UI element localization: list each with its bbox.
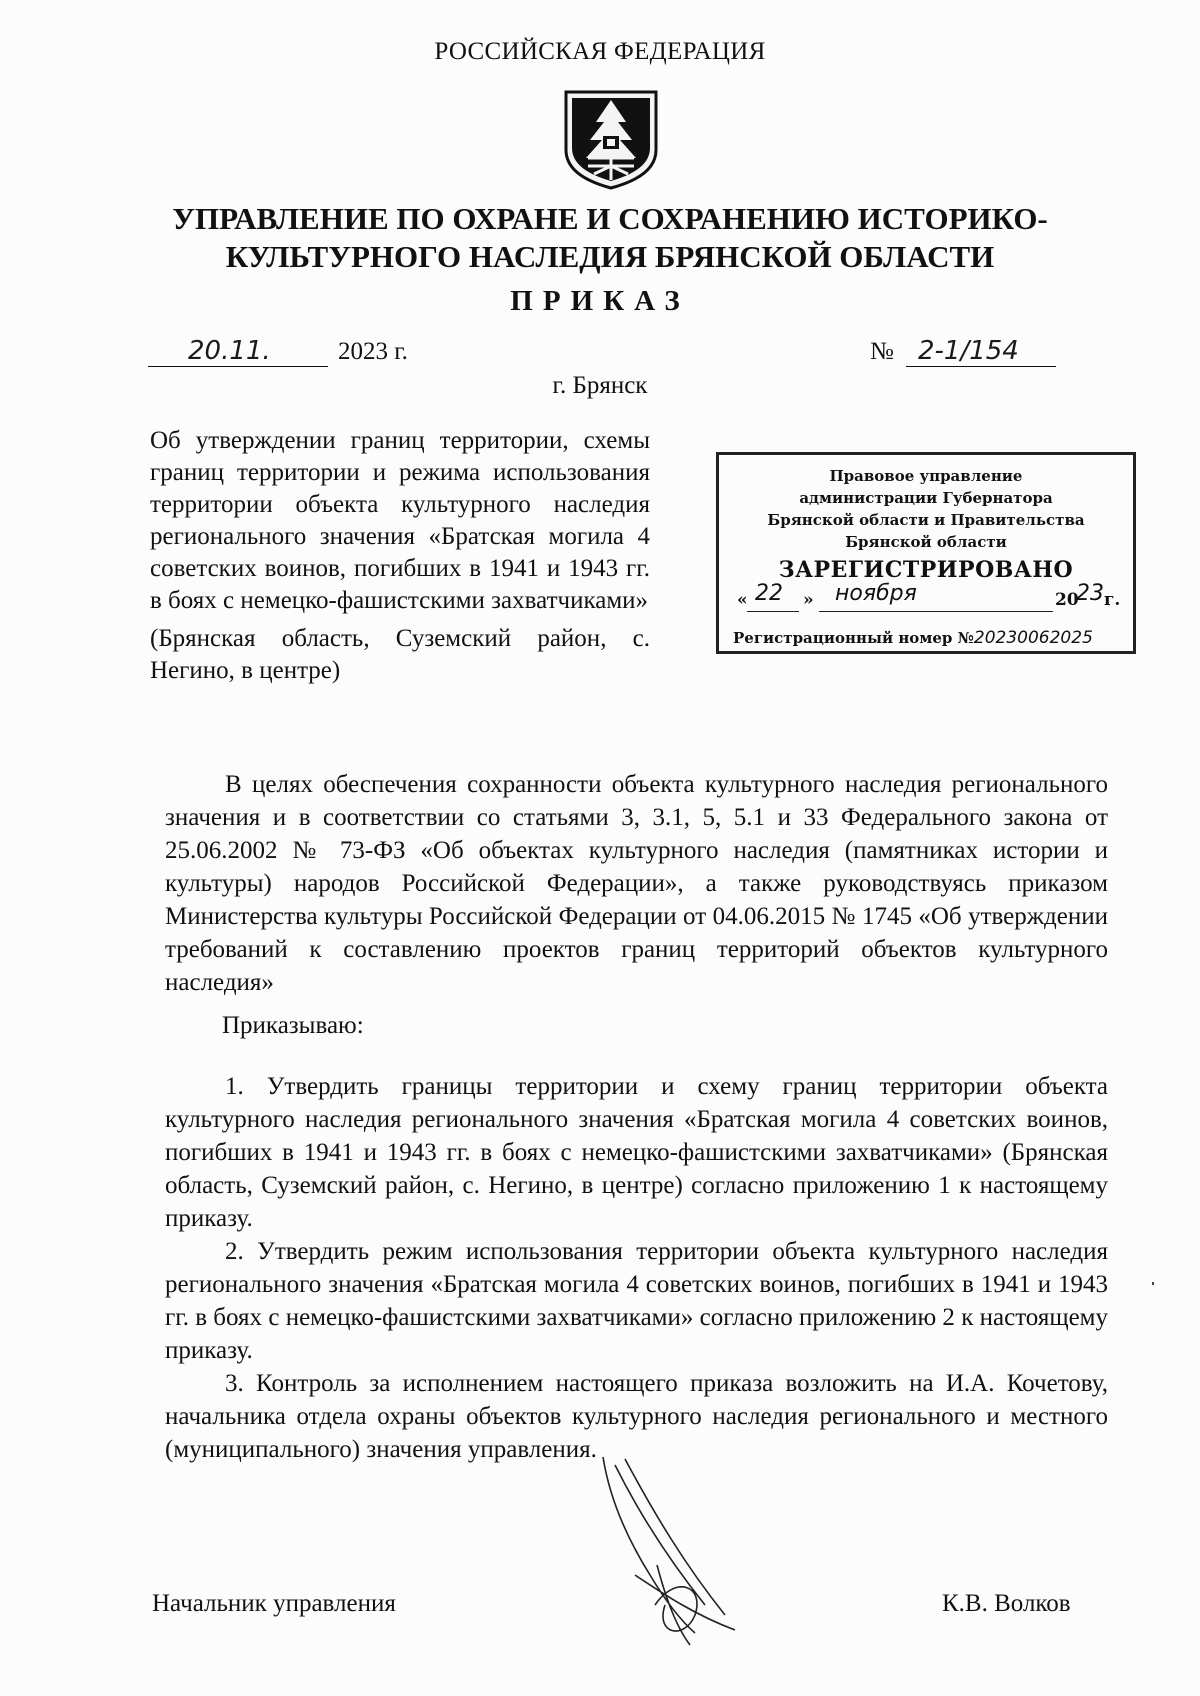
stamp-day-handwritten: 22 (755, 581, 783, 606)
stamp-registration-number (733, 627, 1133, 649)
order-items (165, 1070, 1108, 1466)
order-year: 2023 г. (338, 338, 408, 365)
stamp-month-handwritten: ноября (835, 581, 917, 606)
subject-text: Об утверждении границ территории, схемы границ территории и режима использования территории объекта культурного наследия регионального значения «Братская могила 4 советских воинов, погибших в 1941 и 1943 гг. в боях с немецко-фашистскими захватчиками» (150, 427, 650, 614)
order-word: Приказываю: (222, 1012, 364, 1039)
order-item-1: 1. Утвердить границы территории и схему границ территории объекта культурного наследия регионального значения «Братская могила 4 советских воинов, погибших в 1941 и 1943 гг. в боях с немецко-фашистскими захватчиками» (Брянская область, Суземский район, с. Негино, в центре) согласно приложению 1 к настоящему приказу. (165, 1073, 1108, 1232)
stamp-quote-close: » (803, 590, 814, 610)
agency-name-line2: КУЛЬТУРНОГО НАСЛЕДИЯ БРЯНСКОЙ ОБЛАСТИ (225, 239, 995, 274)
stamp-year-handwritten: 23 (1076, 581, 1104, 606)
stamp-day-underline (747, 611, 799, 612)
registration-stamp (716, 452, 1136, 654)
subject-location: (Брянская область, Суземский район, с. Негино, в центре) (150, 625, 650, 684)
stamp-org-line3: Брянской области и Правительства (767, 511, 1085, 529)
order-number-handwritten: 2-1/154 (918, 336, 1019, 366)
agency-name-line1: УПРАВЛЕНИЕ ПО ОХРАНЕ И СОХРАНЕНИЮ ИСТОРИКО- (172, 201, 1048, 236)
stamp-org-line1: Правовое управление (829, 467, 1023, 485)
document-title: ПРИКАЗ (510, 285, 690, 317)
stamp-registered: ЗАРЕГИСТРИРОВАНО (778, 557, 1074, 583)
signatory-name: К.В. Волков (942, 1590, 1071, 1617)
handwritten-signature-icon (595, 1455, 745, 1655)
stamp-date (733, 581, 1125, 617)
preamble-paragraph: В целях обеспечения сохранности объекта культурного наследия регионального значения и в соответствии со статьями 3, 3.1, 5, 5.1 и 33 Федерального закона от 25.06.2002 № 73-ФЗ «Об объектах культурного наследия (памятниках истории и культуры) народов Российской Федерации», а также руководствуясь приказом Министерства культуры Российской Федерации от 04.06.2015 № 1745 «Об утверждении требований к составлению проектов границ территорий объектов культурного наследия» (165, 771, 1108, 996)
stamp-month-underline (819, 611, 1053, 612)
country-name: РОССИЙСКАЯ ФЕДЕРАЦИЯ (434, 38, 766, 65)
order-item-2: 2. Утвердить режим использования территории объекта культурного наследия регионального значения «Братская могила 4 советских воинов, погибших в 1941 и 1943 гг. в боях с немецко-фашистскими захватчиками» согласно приложению 2 к настоящему приказу. (165, 1238, 1108, 1364)
stamp-quote-open: « (737, 590, 748, 610)
order-date-handwritten: 20.11. (188, 336, 271, 366)
order-item-3: 3. Контроль за исполнением настоящего приказа возложить на И.А. Кочетову, начальника отдела охраны объектов культурного наследия регионального и местного (муниципального) значения управления. (165, 1370, 1108, 1463)
stamp-reg-label: Регистрационный номер № (733, 629, 974, 647)
agency-name (100, 200, 1120, 276)
stamp-year-suffix: г. (1104, 590, 1121, 610)
stamp-reg-number-handwritten: 20230062025 (973, 628, 1093, 648)
stamp-org-line2: администрации Губернатора (799, 489, 1053, 507)
city: г. Брянск (552, 372, 648, 399)
order-subject (150, 425, 650, 687)
bryansk-coat-of-arms-icon (558, 88, 664, 190)
scan-speck (1152, 1282, 1154, 1285)
stamp-year-prefix: 20 (1055, 590, 1079, 610)
order-number-label: № (870, 338, 894, 365)
stamp-org-line4: Брянской области (845, 533, 1007, 551)
signatory-role: Начальник управления (152, 1590, 396, 1617)
